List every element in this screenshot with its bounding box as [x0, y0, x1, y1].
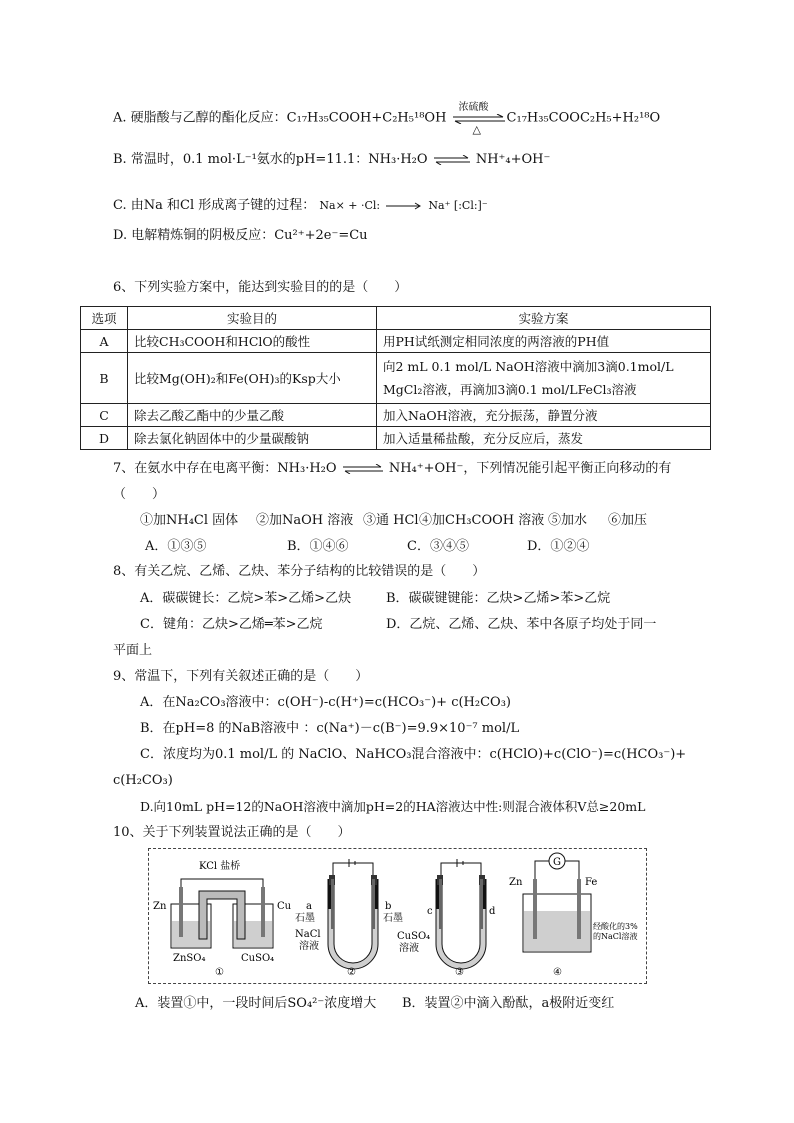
nacl-label: NaCl: [295, 929, 321, 940]
graphite-b-label: 石墨: [383, 913, 403, 924]
table-cell-option: D: [81, 427, 128, 450]
q9-option-d[interactable]: D.向10mL pH=12的NaOH溶液中滴加pH=2的HA溶液达中性:则混合液体积V总≥20mL: [140, 799, 646, 814]
reversible-arrow-icon: [341, 464, 385, 474]
q7-choice-b[interactable]: B．①④⑥: [287, 539, 349, 554]
right-arrow-icon: [384, 201, 424, 211]
znso4-label: ZnSO₄: [173, 953, 206, 964]
q7-item: ①加NH₄Cl 固体: [140, 513, 239, 528]
q10-apparatus-figure: [148, 848, 647, 984]
table-header-row: [81, 307, 711, 330]
q9-option-b[interactable]: B．在pH=8 的NaB溶液中 ：c(Na⁺)－c(B⁻)=9.9×10⁻⁷ mol/L: [140, 721, 520, 736]
figure-num-3: ③: [455, 967, 464, 978]
q5-c-right: Na⁺ [:Cl:]⁻: [428, 199, 488, 212]
q5-d-label: D. 电解精炼铜的阴极反应：Cu²⁺+2e⁻=Cu: [113, 228, 368, 243]
nacl-solution-label: 溶液: [299, 941, 319, 952]
q8-stem: 8、有关乙烷、乙烯、乙炔、苯分子结构的比较错误的是（ ）: [113, 564, 486, 579]
cu-label: Cu: [277, 901, 292, 912]
device-3: [397, 859, 496, 978]
q7-stem-b: NH₄⁺+OH⁻，下列情况能引起平衡正向移动的有: [388, 461, 672, 476]
table-cell-plan: 用PH试纸测定相同浓度的两溶液的PH值: [377, 330, 711, 353]
q5-b-label: B. 常温时，0.1 mol·L⁻¹氨水的pH=11.1：NH₃·H₂O: [113, 152, 428, 167]
q8-option-c[interactable]: C．键角：乙炔>乙烯═苯>乙烷: [140, 617, 323, 632]
device-1: [153, 859, 292, 978]
q7-choices: [145, 538, 589, 556]
q7-stem: [113, 460, 671, 478]
q8-option-d-cont: 平面上: [113, 643, 153, 658]
q7-stem-paren: （ ）: [113, 487, 166, 502]
table-cell-purpose: 除去氯化钠固体中的少量碳酸钠: [128, 427, 377, 450]
graphite-a-label: 石墨: [295, 913, 315, 924]
q7-item: ⑥加压: [608, 513, 648, 528]
galvanometer-label: G: [553, 857, 561, 868]
q7-choice-d[interactable]: D．①②④: [527, 539, 590, 554]
table-row: [81, 353, 711, 404]
figure-num-2: ②: [347, 967, 356, 978]
device-2: [295, 859, 403, 978]
cu-electrode: [261, 887, 265, 937]
table-cell-option: C: [81, 404, 128, 427]
q7-stem-a: 7、在氨水中存在电离平衡：NH₃·H₂O: [113, 461, 337, 476]
q10-option-b[interactable]: B．装置②中滴入酚酞，a极附近变红: [402, 996, 615, 1011]
q9-option-c[interactable]: C．浓度均为0.1 mol/L 的 NaClO、NaHCO₃混合溶液中：c(HClO)+c(ClO⁻)=c(HCO₃⁻)+: [140, 747, 687, 762]
table-row: [81, 404, 711, 427]
q5-c-label: C. 由Na 和Cl 形成离子键的过程：: [113, 198, 316, 213]
table-header-purpose: 实验目的: [128, 307, 377, 330]
figure-num-4: ④: [553, 967, 562, 978]
table-row: [81, 427, 711, 450]
q5-option-c: [113, 197, 488, 215]
table-header-option: 选项: [81, 307, 128, 330]
electrode-a-label: a: [306, 901, 312, 912]
table-cell-plan: 加入适量稀盐酸，充分反应后，蒸发: [377, 427, 711, 450]
table-cell-option: A: [81, 330, 128, 353]
q5-a-eq-left: C₁₇H₃₅COOH+C₂H₅¹⁸OH: [286, 110, 447, 126]
q5-option-d: [113, 227, 368, 245]
salt-bridge: [199, 891, 245, 939]
q7-item: ⑤加水: [548, 513, 588, 528]
q9-stem: 9、常温下，下列有关叙述正确的是（ ）: [113, 669, 369, 684]
electrode-b-label: b: [385, 901, 392, 912]
q5-c-left: Na× + ·Cl:: [319, 199, 381, 212]
zn-electrode: [179, 887, 183, 937]
q5-a-eq-right: C₁₇H₃₅COOC₂H₅+H₂¹⁸O: [506, 110, 661, 126]
q5-a-label: A. 硬脂酸与乙醇的酯化反应：: [113, 110, 287, 126]
q7-item: ②加NaOH 溶液: [256, 513, 354, 528]
electrode-c-label: c: [427, 906, 433, 917]
q7-item: ③通 HCl: [363, 513, 419, 528]
table-cell-option: B: [81, 353, 128, 404]
fe-label: Fe: [585, 877, 598, 888]
q5-a-cond-top: 浓硫酸: [458, 102, 489, 113]
zn-label: Zn: [153, 901, 167, 912]
reversible-arrow-icon: [432, 155, 472, 165]
q8-option-d[interactable]: D．乙烷、乙烯、乙炔、苯中各原子均处于同一: [386, 617, 657, 632]
table-header-plan: 实验方案: [377, 307, 711, 330]
q6-stem: 6、下列实验方案中，能达到实验目的的是（ ）: [113, 280, 408, 295]
cuso4-solution-label: 溶液: [399, 943, 419, 954]
table-row: [81, 330, 711, 353]
electrode-d-label: d: [489, 906, 496, 917]
cuso4-label: CuSO₄: [241, 953, 275, 964]
table-cell-plan: 向2 mL 0.1 mol/L NaOH溶液中滴加3滴0.1mol/L MgCl₂溶液，再滴加3滴0.1 mol/LFeCl₃溶液: [377, 353, 711, 404]
q7-item: ④加CH₃COOH 溶液: [419, 513, 545, 528]
table-cell-purpose: 除去乙酸乙酯中的少量乙酸: [128, 404, 377, 427]
nacl4-label: 的NaCl溶液: [593, 932, 638, 941]
q8-option-b[interactable]: B．碳碳键键能：乙炔>乙烯>苯>乙烷: [386, 591, 611, 606]
figure-num-1: ①: [215, 967, 224, 978]
table-cell-purpose: 比较Mg(OH)₂和Fe(OH)₃的Ksp大小: [128, 353, 377, 404]
salt-bridge-label: KCl 盐桥: [199, 861, 241, 872]
q10-option-a[interactable]: A．装置①中，一段时间后SO₄²⁻浓度增大: [135, 996, 377, 1011]
device-4: [509, 853, 638, 978]
acidified-label: 经酸化的3%: [593, 922, 638, 931]
apparatus-diagram: [149, 849, 646, 983]
q7-choice-c[interactable]: C．③④⑤: [407, 539, 469, 554]
q5-a-condition: [451, 102, 507, 136]
cuso4-2-label: CuSO₄: [397, 931, 431, 942]
q9-option-c-cont: c(H₂CO₃): [113, 773, 173, 788]
q5-a-cond-bottom: △: [472, 123, 482, 136]
q7-items: [140, 512, 647, 530]
q5-option-a: [113, 102, 661, 136]
u-tube: [331, 879, 375, 966]
q5-b-right: NH⁺₄+OH⁻: [475, 152, 551, 167]
q6-table: [80, 306, 711, 450]
q8-option-a[interactable]: A．碳碳键长：乙烷>苯>乙烯>乙炔: [140, 591, 352, 606]
table-cell-plan: 加入NaOH溶液，充分振荡，静置分液: [377, 404, 711, 427]
q9-option-a[interactable]: A．在Na₂CO₃溶液中：c(OH⁻)-c(H⁺)=c(HCO₃⁻)+ c(H₂CO₃): [140, 695, 511, 710]
q5-option-b: [113, 151, 550, 169]
q7-choice-a[interactable]: A．①③⑤: [145, 539, 207, 554]
table-cell-purpose: 比较CH₃COOH和HClO的酸性: [128, 330, 377, 353]
wire: [181, 879, 263, 887]
zn4-label: Zn: [509, 877, 523, 888]
q10-stem: 10、关于下列装置说法正确的是（ ）: [113, 825, 351, 840]
